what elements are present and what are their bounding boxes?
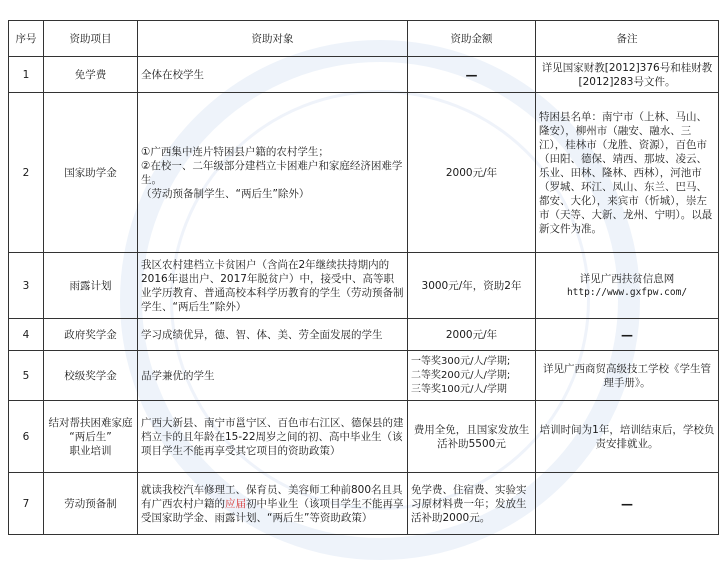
row-item: 免学费 bbox=[44, 57, 138, 93]
row-no: 4 bbox=[9, 319, 44, 351]
row-no: 5 bbox=[9, 351, 44, 401]
target-text: 就读我校汽车修理工、保育员、美容师工种前800名且具有广西农村户籍的 bbox=[141, 483, 403, 510]
row-item bbox=[44, 401, 138, 473]
row-item: 政府奖学金 bbox=[44, 319, 138, 351]
row-item: 国家助学金 bbox=[44, 93, 138, 253]
row-target: 品学兼优的学生 bbox=[138, 351, 408, 401]
header-no: 序号 bbox=[9, 21, 44, 57]
row-target: 我区农村建档立卡贫困户（含尚在2年继续扶持期内的2016年退出户、2017年脱贫户）中，接受中、高等职业学历教育、普通高校本科学历教育的学生（劳动预备制学生、“两后生”除外） bbox=[138, 253, 408, 319]
row-amount: 免学费、住宿费、实验实习原材料费一年；发放生活补助2000元。 bbox=[408, 473, 536, 535]
item-line: “两后生” bbox=[69, 430, 112, 443]
row-remark: — bbox=[536, 473, 719, 535]
row-target: 全体在校学生 bbox=[138, 57, 408, 93]
row-remark bbox=[536, 253, 719, 319]
amount-line: 一等奖300元/人/学期; bbox=[411, 355, 511, 367]
item-line: 结对帮扶困难家庭 bbox=[48, 416, 133, 429]
target-text: 初中毕业生（该项目学生不能再享受国家助学金、雨露计划、“两后生”等资助政策） bbox=[141, 497, 404, 524]
item-line: 职业培训 bbox=[69, 444, 112, 457]
table-row bbox=[9, 93, 719, 253]
row-item: 校级奖学金 bbox=[44, 351, 138, 401]
target-line: ①广西集中连片特困县户籍的农村学生； bbox=[141, 145, 329, 158]
row-remark: 特困县名单：南宁市（上林、马山、隆安），柳州市（融安、融水、三江），桂林市（龙胜、资源），百色市（田阳、德保、靖西、那坡、凌云、乐业、田林、隆林、西林），河池市（罗城、环江、凤山、东兰、巴马、都安、大化），来宾市（忻城），崇左市（天等、大新、龙州、宁明）。以最新文件为准。 bbox=[536, 93, 719, 253]
remark-line: 详见广西扶贫信息网 bbox=[579, 272, 675, 285]
target-line: ②在校一、二年级部分建档立卡困难户和家庭经济困难学生。 bbox=[141, 159, 403, 186]
row-amount: 费用全免，且国家发放生活补助5500元 bbox=[408, 401, 536, 473]
row-no: 1 bbox=[9, 57, 44, 93]
header-remark: 备注 bbox=[536, 21, 719, 57]
target-line: （劳动预备制学生、“两后生”除外） bbox=[141, 187, 310, 200]
row-target: 广西大新县、南宁市邕宁区、百色市右江区、德保县的建档立卡的且年龄在15-22周岁之间的初、高中毕业生（该项目学生不能再享受其它项目的资助政策） bbox=[138, 401, 408, 473]
table-row bbox=[9, 473, 719, 535]
highlight-text: 应届 bbox=[225, 497, 246, 510]
row-no: 7 bbox=[9, 473, 44, 535]
remark-url-link[interactable]: http://www.gxfpw.com/ bbox=[566, 286, 688, 298]
row-target bbox=[138, 93, 408, 253]
header-amount: 资助金额 bbox=[408, 21, 536, 57]
funding-table bbox=[8, 20, 719, 535]
table-row bbox=[9, 401, 719, 473]
row-no: 2 bbox=[9, 93, 44, 253]
row-remark: 详见广西商贸高级技工学校《学生管理手册》。 bbox=[536, 351, 719, 401]
row-amount: — bbox=[408, 57, 536, 93]
row-item: 雨露计划 bbox=[44, 253, 138, 319]
row-item: 劳动预备制 bbox=[44, 473, 138, 535]
row-amount: 3000元/年，资助2年 bbox=[408, 253, 536, 319]
row-amount: 2000元/年 bbox=[408, 319, 536, 351]
row-no: 6 bbox=[9, 401, 44, 473]
row-amount: 2000元/年 bbox=[408, 93, 536, 253]
amount-line: 三等奖100元/人/学期 bbox=[411, 383, 507, 395]
row-amount bbox=[408, 351, 536, 401]
row-target: 学习成绩优异，德、智、体、美、劳全面发展的学生 bbox=[138, 319, 408, 351]
header-row bbox=[9, 21, 719, 57]
table-row bbox=[9, 319, 719, 351]
header-target: 资助对象 bbox=[138, 21, 408, 57]
table-row bbox=[9, 57, 719, 93]
row-target bbox=[138, 473, 408, 535]
row-remark: — bbox=[536, 319, 719, 351]
row-no: 3 bbox=[9, 253, 44, 319]
table-row bbox=[9, 351, 719, 401]
row-remark: 培训时间为1年，培训结束后，学校负责安排就业。 bbox=[536, 401, 719, 473]
amount-line: 二等奖200元/人/学期; bbox=[411, 369, 511, 381]
table-row bbox=[9, 253, 719, 319]
header-item: 资助项目 bbox=[44, 21, 138, 57]
row-remark: 详见国家财教[2012]376号和桂财教[2012]283号文件。 bbox=[536, 57, 719, 93]
